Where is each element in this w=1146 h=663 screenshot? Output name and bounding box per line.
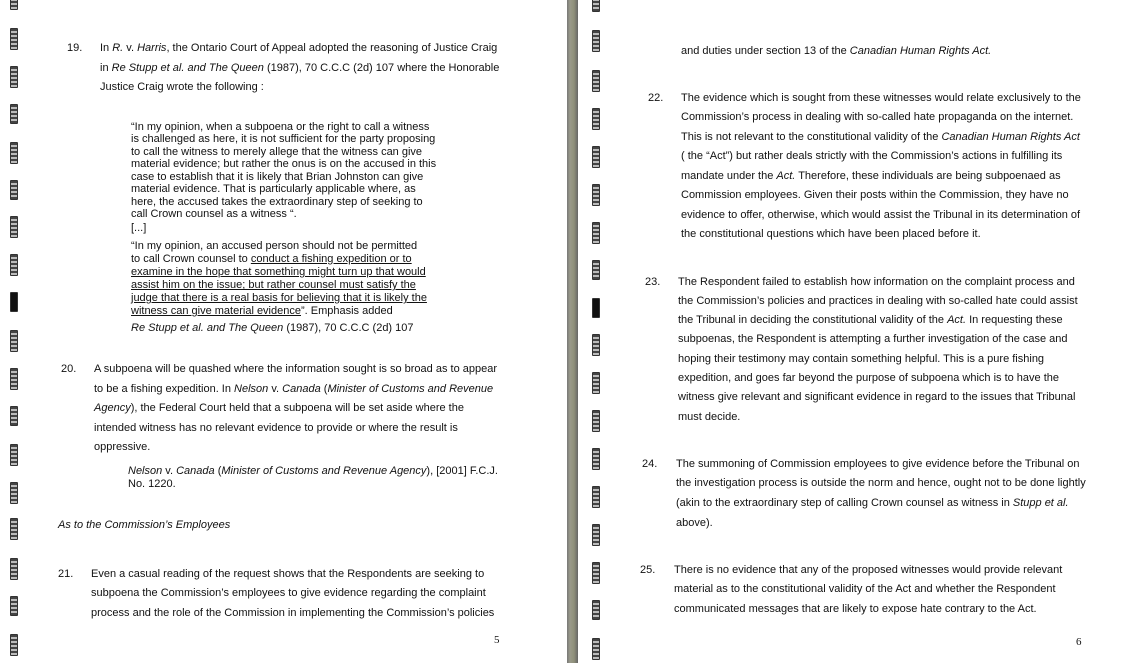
binding-hole [592,0,600,12]
quote-line: call Crown counsel as a witness “. [131,208,297,220]
binding-hole [10,558,18,580]
binding-hole [10,596,18,616]
binding-hole [592,562,600,584]
paragraph-22-line: This is not relevant to the constitutional validity of the Canadian Human Rights Act [681,131,1080,143]
binding-hole [592,184,600,206]
binding-hole [10,104,18,124]
binding-hole [592,334,600,356]
paragraph-25-line: communicated messages that are likely to expose hate contrary to the Act. [674,603,1037,615]
paragraph-24-line: the investigation process is outside the norm and hence, ought not to be done lightly [676,477,1086,489]
binding-hole [592,410,600,432]
quote-line: here, the accused takes the extraordinary step of seeking to [131,196,423,208]
binding-hole [592,486,600,508]
paragraph-20-line: intended witness has no relevant evidence to provide or where the result is [94,422,458,434]
section-heading: As to the Commission’s Employees [58,519,231,531]
paragraph-19-line: In R. v. Harris, the Ontario Court of Appeal adopted the reasoning of Justice Craig [100,42,498,54]
paragraph-22-line: The evidence which is sought from these witnesses would relate exclusively to the [681,92,1081,104]
binding-hole [592,260,600,280]
paragraph-21-line: process and the role of the Commission in implementing the Commission’s policies [91,607,495,619]
binding-hole [10,482,18,504]
citation: Re Stupp et al. and The Queen (1987), 70 C.C.C (2d) 107 [131,322,414,334]
binding-hole [10,254,18,276]
quote-line: “In my opinion, when a subpoena or the right to call a witness [131,121,430,133]
paragraph-20-line: Agency), the Federal Court held that a subpoena will be set aside where the [94,402,464,414]
binding-hole [10,66,18,88]
quote-line: to call Crown counsel to conduct a fishing expedition or to [131,253,412,265]
paragraph-number: 20. [61,363,77,375]
binding-hole [10,292,18,312]
binding-hole [592,146,600,168]
quote-line: “In my opinion, an accused person should not be permitted [131,240,418,252]
quote-line: material evidence. That is particularly applicable where, as [131,183,416,195]
book-gutter [567,0,578,663]
paragraph-23-line: hoping their testimony may contain something helpful. This is a pure fishing [678,353,1045,365]
paragraph-23-line: expedition, and goes far beyond the purpose of subpoena which is to have the [678,372,1059,384]
quote-line: judge that there is a real basis for believing that it is likely the [131,292,427,304]
paragraph-24-line: (akin to the extraordinary step of calling Crown counsel as witness in Stupp et al. [676,497,1069,509]
paragraph-23-line: The Respondent failed to establish how information on the complaint process and [678,276,1075,288]
paragraph-23-line: the Commission’s policies and practices in dealing with so-called hate could assist [678,295,1078,307]
binding-hole [592,372,600,394]
binding-hole [592,70,600,92]
binding-hole [592,638,600,660]
binding-hole [10,180,18,200]
paragraph-number: 23. [645,276,661,288]
quote-line: examine in the hope that something might turn up that would [131,266,426,278]
binding-hole [10,330,18,352]
paragraph-21-line: Even a casual reading of the request shows that the Respondents are seeking to [91,568,485,580]
quote-line: case to establish that it is likely that Brian Johnston can give [131,171,424,183]
paragraph-25-line: There is no evidence that any of the proposed witnesses would provide relevant [674,564,1063,576]
binding-hole [10,28,18,50]
paragraph-23-line: the Tribunal in deciding the constitutional validity of the Act. In requesting these [678,314,1063,326]
left-page [0,0,567,663]
quote-line: assist him on the issue; but rather counsel must satisfy the [131,279,416,291]
paragraph-number: 24. [642,458,658,470]
page-number: 6 [1076,636,1082,648]
paragraph-23-line: subpoenas, the Respondent is attempting a further investigation of the case and [678,333,1068,345]
binding-hole [10,518,18,540]
paragraph-22-line: Commission employees. Given their posts within the Commission, they have no [681,189,1069,201]
binding-hole [10,0,18,10]
paragraph-25-line: material as to the constitutional validity of the Act and whether the Respondent [674,583,1056,595]
quote-line: to call the witness to merely allege that the witness can give [131,146,423,158]
binding-hole [10,216,18,238]
paragraph-24-line: The summoning of Commission employees to give evidence before the Tribunal on [676,458,1080,470]
binding-hole [592,298,600,318]
paragraph-22-line: mandate under the Act. Therefore, these individuals are being subpoenaed as [681,170,1061,182]
paragraph-22-line: the constitutional questions which have been placed before it. [681,228,981,240]
citation: Nelson v. Canada (Minister of Customs and Revenue Agency), [2001] F.C.J. [128,465,498,477]
binding-hole [592,448,600,470]
quote-ellipsis: [...] [131,222,147,234]
paragraph-24-line: above). [676,517,713,529]
paragraph-number: 19. [67,42,83,54]
binding-hole [592,600,600,620]
binding-hole [592,524,600,546]
paragraph-20-line: A subpoena will be quashed where the information sought is so broad as to appear [94,363,497,375]
binding-hole [10,142,18,164]
page-number: 5 [494,634,500,646]
binding-hole [10,368,18,390]
binding-hole [10,444,18,466]
binding-hole [592,30,600,52]
quote-line: is challenged as here, it is not sufficient for the party proposing [131,133,436,145]
quote-line: material evidence; but rather the onus is on the accused in this [131,158,437,170]
binding-hole [592,108,600,130]
paragraph-number: 21. [58,568,74,580]
paragraph-22-line: ( the “Act”) but rather deals strictly with the Commission’s actions in fulfilling its [681,150,1063,162]
paragraph-21-continuation: and duties under section 13 of the Canadian Human Rights Act. [681,45,992,57]
paragraph-number: 25. [640,564,656,576]
binding-hole [10,634,18,656]
paragraph-22-line: Commission’s process in dealing with so-called hate propaganda on the internet. [681,111,1074,123]
right-page [578,0,1146,663]
paragraph-23-line: must decide. [678,411,741,423]
paragraph-23-line: witness give relevant and significant evidence in regard to the issues that Tribunal [678,391,1076,403]
paragraph-20-line: to be a fishing expedition. In Nelson v. Canada (Minister of Customs and Revenue [94,383,494,395]
binding-hole [592,222,600,244]
citation: No. 1220. [128,478,176,490]
paragraph-20-line: oppressive. [94,441,151,453]
binding-hole [10,406,18,426]
paragraph-22-line: evidence to offer, otherwise, which would assist the Tribunal in its determination of [681,209,1081,221]
quote-line: witness can give material evidence”. Emphasis added [131,305,393,317]
paragraph-19-line: Justice Craig wrote the following : [100,81,264,93]
paragraph-number: 22. [648,92,664,104]
paragraph-19-line: in Re Stupp et al. and The Queen (1987), 70 C.C.C (2d) 107 where the Honorable [100,62,500,74]
paragraph-21-line: subpoena the Commission’s employees to give evidence regarding the complaint [91,587,486,599]
